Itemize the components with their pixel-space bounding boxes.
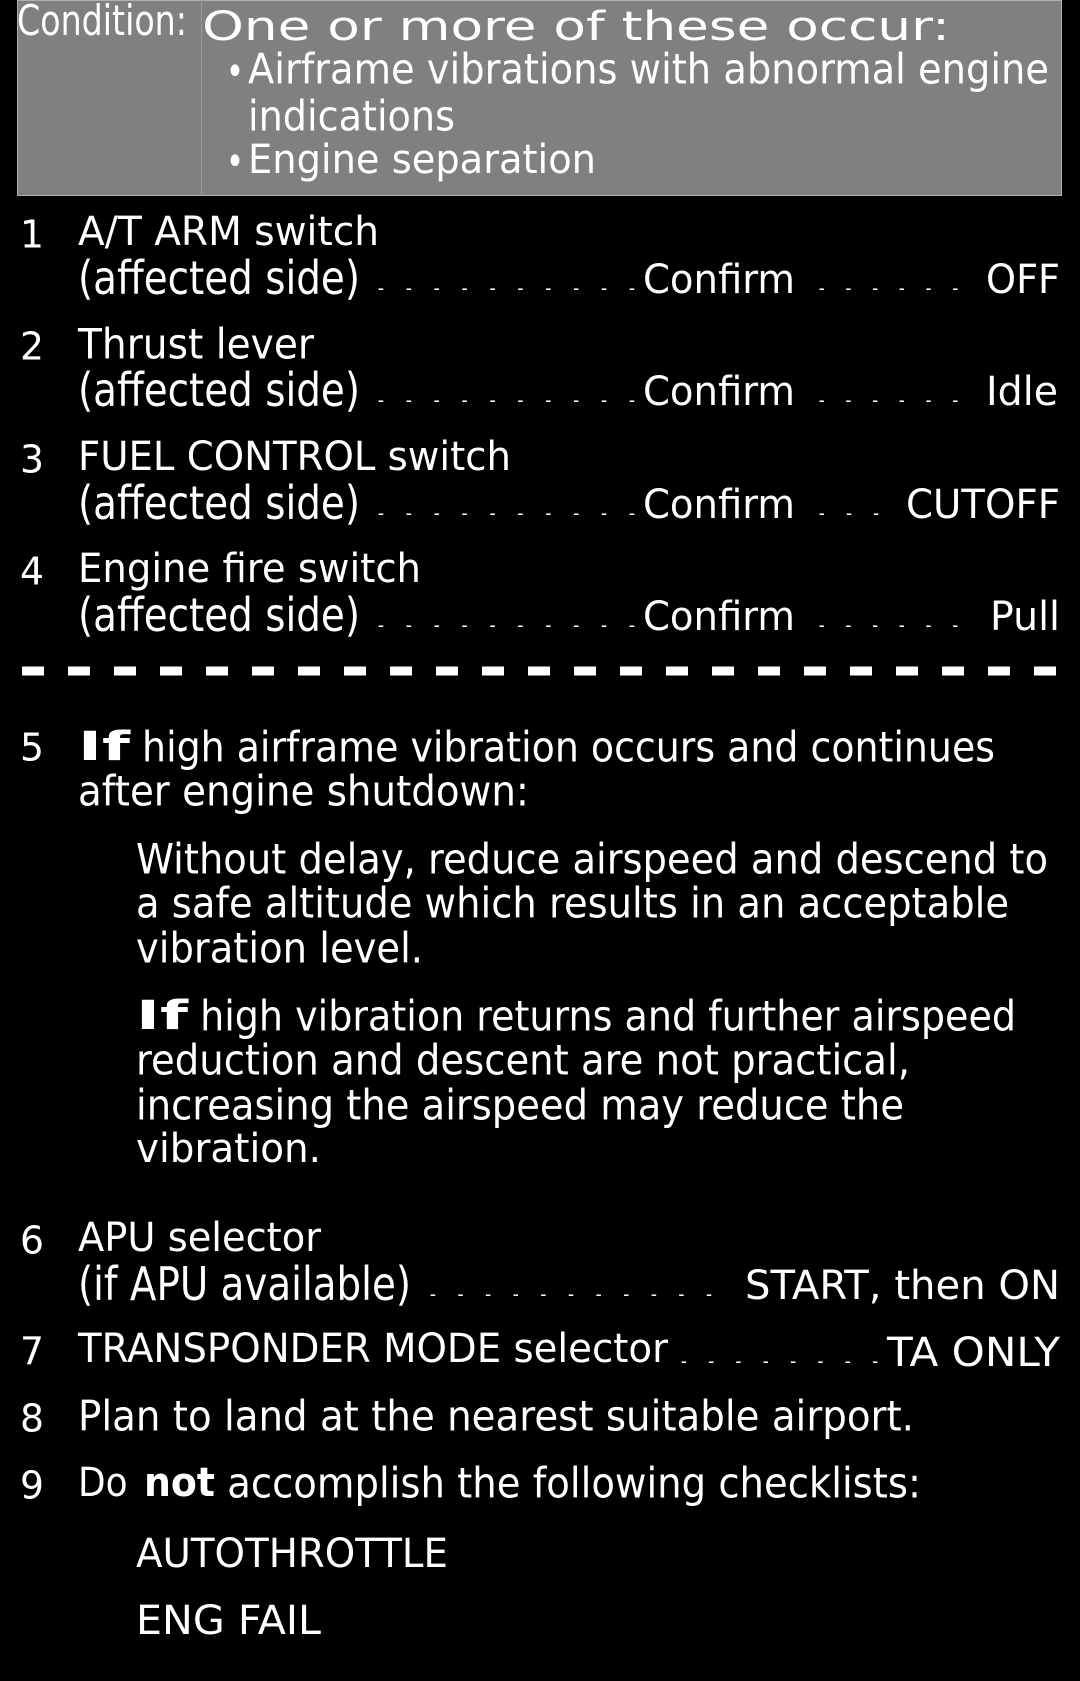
- step-number: 8: [20, 1396, 44, 1442]
- dot-leader: . . .: [815, 503, 883, 519]
- step-action: Pull: [990, 593, 1060, 641]
- condition-label: Condition:: [17, 0, 187, 46]
- step-number: 6: [20, 1218, 44, 1264]
- step-title: Engine fire switch: [78, 545, 421, 593]
- not-keyword: not: [144, 1459, 215, 1507]
- step-number: 2: [20, 324, 44, 370]
- dot-leader: . . . . . . . . . .: [374, 278, 639, 294]
- step-5-para-1-line: a safe altitude which results in an acceptable: [136, 879, 1009, 929]
- step-9-text-post: accomplish the following checklists:: [215, 1459, 921, 1509]
- step-action: TA ONLY: [887, 1329, 1060, 1377]
- confirm-label: Confirm: [643, 256, 795, 304]
- condition-heading: One or more of these occur:: [202, 3, 950, 51]
- condition-bullet-1-cont: indications: [248, 92, 455, 142]
- step-5-para-1-line: vibration level.: [136, 924, 423, 974]
- step-5-para-2-line: vibration.: [136, 1125, 321, 1173]
- step-title: FUEL CONTROL switch: [78, 433, 511, 481]
- step-action: OFF: [986, 256, 1060, 304]
- step-qualifier: (affected side): [78, 476, 360, 532]
- if-keyword: If: [136, 992, 188, 1040]
- step-number: 5: [20, 725, 44, 771]
- step-title: APU selector: [78, 1214, 321, 1262]
- step-number: 3: [20, 437, 44, 483]
- dot-leader: . . . . . .: [815, 278, 962, 294]
- dot-leader: . . . . . . . . . .: [374, 503, 639, 519]
- dot-leader: . . . . . .: [815, 390, 962, 406]
- step-title: A/T ARM switch: [78, 208, 379, 256]
- step-number: 1: [20, 212, 44, 258]
- step-5-line-2: after engine shutdown:: [78, 767, 529, 817]
- step-title: TRANSPONDER MODE selector: [78, 1325, 668, 1373]
- step-action: CUTOFF: [906, 481, 1060, 529]
- condition-bullet-2: Engine separation: [248, 136, 596, 184]
- step-action: Idle: [986, 368, 1058, 416]
- checklist-item-eng-fail: ENG FAIL: [136, 1597, 321, 1645]
- step-action: START, then ON: [745, 1262, 1060, 1310]
- if-keyword: If: [78, 723, 130, 771]
- step-number: 4: [20, 549, 44, 595]
- step-5-line-1: high airframe vibration occurs and continues: [130, 723, 995, 773]
- step-5-para-1-line: Without delay, reduce airspeed and descend to: [136, 835, 1048, 885]
- condition-bullet-mark: •: [226, 48, 244, 96]
- step-5-para-2-line: high vibration returns and further airspeed: [188, 992, 1016, 1042]
- step-number: 7: [20, 1329, 44, 1375]
- step-qualifier: (affected side): [78, 363, 360, 419]
- step-title: Thrust lever: [78, 320, 314, 370]
- dot-leader: . . . . . . . . . . .: [426, 1284, 716, 1300]
- confirm-label: Confirm: [643, 368, 795, 416]
- dot-leader: . . . . . . . . . .: [374, 390, 639, 406]
- confirm-label: Confirm: [643, 481, 795, 529]
- dot-leader: . . . . . .: [815, 615, 962, 631]
- step-qualifier: (if APU available): [78, 1257, 412, 1313]
- step-5-para-2-line: increasing the airspeed may reduce the: [136, 1081, 904, 1131]
- condition-bullet-mark: •: [226, 138, 244, 186]
- confirm-label: Confirm: [643, 593, 795, 641]
- dot-leader: . . . . . . . . . .: [374, 615, 639, 631]
- dot-leader: . . . . . . . .: [677, 1351, 882, 1367]
- step-5-para-2-line: reduction and descent are not practical,: [136, 1036, 910, 1086]
- condition-bullet-1: Airframe vibrations with abnormal engine: [248, 45, 1049, 95]
- step-qualifier: (affected side): [78, 588, 360, 644]
- step-number: 9: [20, 1463, 44, 1509]
- step-9-text-pre: Do: [78, 1459, 139, 1507]
- checklist-item-autothrottle: AUTOTHROTTLE: [136, 1530, 448, 1578]
- step-text: Plan to land at the nearest suitable airport.: [78, 1392, 914, 1442]
- step-qualifier: (affected side): [78, 251, 360, 307]
